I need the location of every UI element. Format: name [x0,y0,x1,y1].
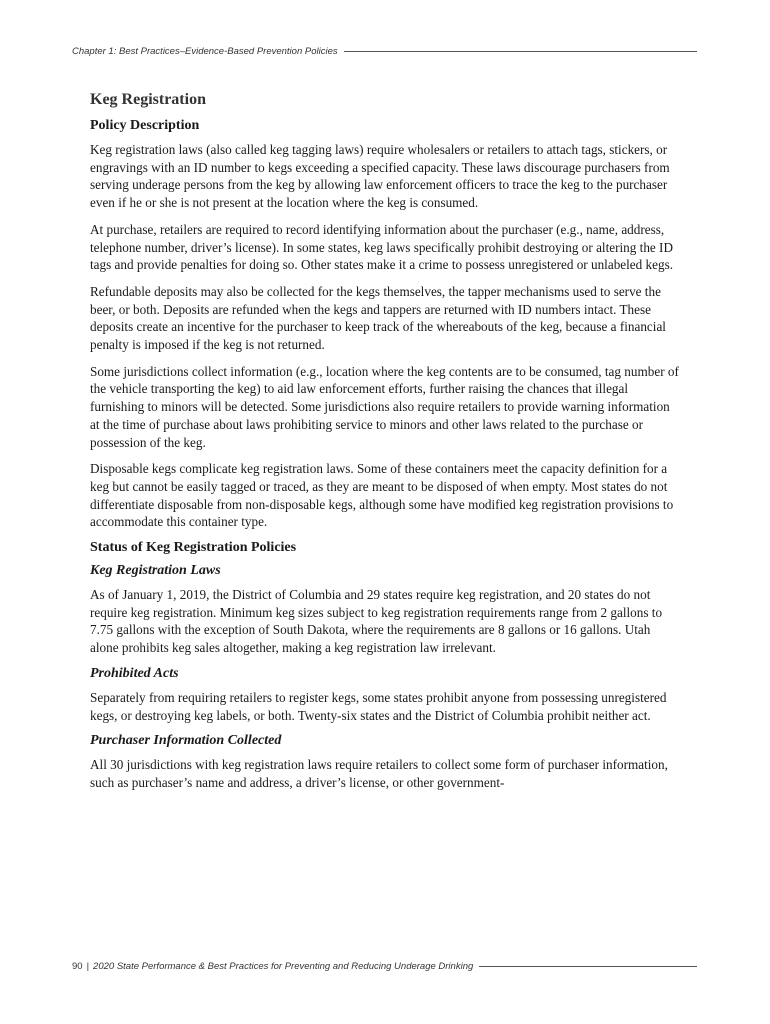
chapter-title: Chapter 1: Best Practices–Evidence-Based Prevention Policies [72,46,338,57]
laws-paragraph: As of January 1, 2019, the District of Columbia and 29 states require keg registration, and 20 states do not require keg registration. Minimum keg sizes subject to keg registration requirements range from 2 gallons to 7.75 gallons with the exception of South Dakota, where the requirements are 8 gallons or 16 gallons. Utah alone prohibits keg sales altogether, making a keg registration law irrelevant. [90,587,663,656]
policy-paragraph-4: Some jurisdictions collect information (e.g., location where the keg contents are to be consumed, tag number of the vehicle transporting the keg) to aid law enforcement efforts, further raising the chances that illegal furnishing to minors will be detected. Some jurisdictions also require retailers to provide warning information at the time of purchase about laws prohibiting service to minors and other laws related to the purchase or possession of the keg. [90,363,679,450]
section-title: Keg Registration [90,91,206,108]
header-rule [344,51,697,52]
page-number: 90 [72,961,83,972]
purchaser-info-paragraph: All 30 jurisdictions with keg registration laws require retailers to collect some form of purchaser information, such as purchaser’s name and address, a driver’s license, or other government- [90,757,668,790]
status-heading: Status of Keg Registration Policies [90,540,297,556]
purchaser-info-subheading: Purchaser Information Collected [90,733,282,749]
policy-paragraph-5: Disposable kegs complicate keg registration laws. Some of these containers meet the capacity definition for a keg but cannot be easily tagged or traced, as they are meant to be disposed of when empty. Most states do not differentiate disposable from non-disposable kegs, although some have modified keg registration provisions to accommodate this container type. [90,461,674,530]
prohibited-acts-subheading: Prohibited Acts [90,665,179,681]
report-title: 2020 State Performance & Best Practices for Preventing and Reducing Underage Drinking [93,961,474,972]
laws-subheading: Keg Registration Laws [90,563,221,579]
policy-paragraph-2: At purchase, retailers are required to record identifying information about the purchaser (e.g., name, address, telephone number, driver’s license). In some states, keg laws specifically prohibit destroying or altering the ID tags and provide penalties for doing so. Other states make it a crime to possess unregistered or unlabeled kegs. [90,221,674,273]
prohibited-acts-paragraph: Separately from requiring retailers to register kegs, some states prohibit anyone from possessing unregistered kegs, or destroying keg labels, or both. Twenty-six states and the District of Columbia prohibit neither act. [90,689,667,723]
policy-description-heading: Policy Description [90,118,200,133]
policy-paragraph-1: Keg registration laws (also called keg tagging laws) require wholesalers or retailers to attach tags, stickers, or engravings with an ID number to kegs exceeding a specified capacity. These laws discourage purchasers from serving underage persons from the keg by allowing law enforcement officers to trace the keg to the purchaser even if he or she is not present at the location where the keg is consumed. [90,142,670,211]
policy-paragraph-3: Refundable deposits may also be collected for the kegs themselves, the tapper mechanisms used to serve the beer, or both. Deposits are refunded when the kegs and tappers are returned with ID numbers intact. These deposits create an incentive for the purchaser to keep track of the whereabouts of the keg, because a financial penalty is imposed if the keg is not returned. [90,283,666,353]
footer-separator: | [86,961,90,972]
footer-rule [479,966,697,967]
running-header [72,46,697,57]
running-footer [72,961,697,972]
page-content [90,91,682,801]
